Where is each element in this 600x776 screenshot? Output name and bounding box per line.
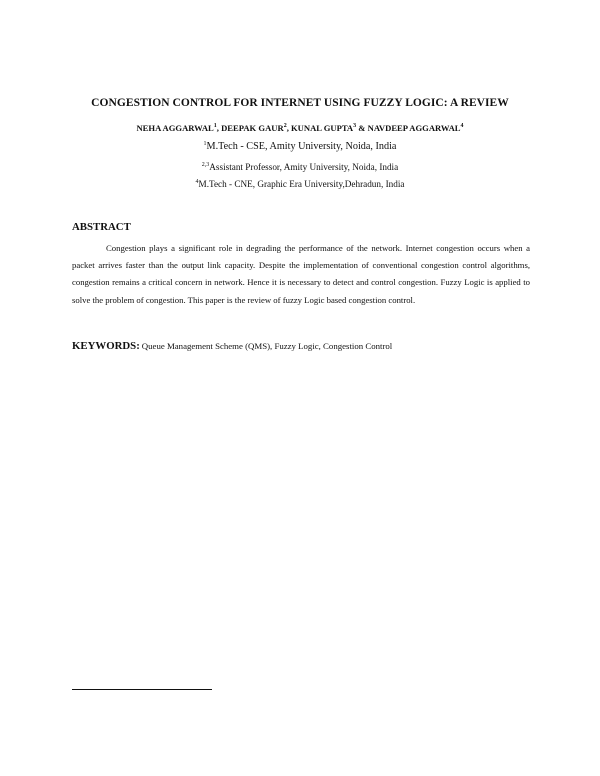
author-name: DEEPAK GAUR <box>221 123 284 133</box>
author-superscript: 2 <box>283 123 287 129</box>
author-separator: , <box>286 123 291 133</box>
keywords-text: Queue Management Scheme (QMS), Fuzzy Logic, Congestion Control <box>141 341 393 351</box>
author-superscript: 4 <box>460 123 464 129</box>
keywords-line <box>72 336 542 354</box>
affiliation-3 <box>0 179 600 189</box>
author-line <box>0 123 600 133</box>
affiliation-text: M.Tech - CNE, Graphic Era University,Dehradun, India <box>198 179 405 189</box>
abstract-body: Congestion plays a significant role in degrading the performance of the network. Internet congestion occurs when a packet arrives faster than the output link capacity. Despite the implementation of conventional congestion control algorithms, congestion remains a critical concern in network. Hence it is necessary to detect and control congestion. Fuzzy Logic is applied to solve the problem of congestion. This paper is the review of fuzzy Logic based congestion control. <box>72 243 530 305</box>
paper-title: CONGESTION CONTROL FOR INTERNET USING FUZZY LOGIC: A REVIEW <box>91 97 509 109</box>
affiliation-2 <box>0 162 600 172</box>
footnote-divider <box>72 689 212 690</box>
author-name: KUNAL GUPTA <box>290 123 354 133</box>
author-superscript: 1 <box>213 123 217 129</box>
author-separator: , <box>216 123 222 133</box>
affiliation-superscript: 2,3 <box>201 162 210 168</box>
abstract-heading: ABSTRACT <box>72 221 131 233</box>
affiliation-text: Assistant Professor, Amity University, Noida, India <box>209 162 399 172</box>
keywords-label: KEYWORDS: <box>72 340 140 352</box>
affiliation-1 <box>0 141 600 152</box>
author-separator: & <box>356 123 368 133</box>
affiliation-superscript: 1 <box>203 141 207 147</box>
affiliation-superscript: 4 <box>195 179 199 185</box>
author-name: NEHA AGGARWAL <box>136 123 214 133</box>
author-name: NAVDEEP AGGARWAL <box>367 123 461 133</box>
author-superscript: 3 <box>353 123 357 129</box>
affiliation-text: M.Tech - CSE, Amity University, Noida, India <box>206 141 397 152</box>
